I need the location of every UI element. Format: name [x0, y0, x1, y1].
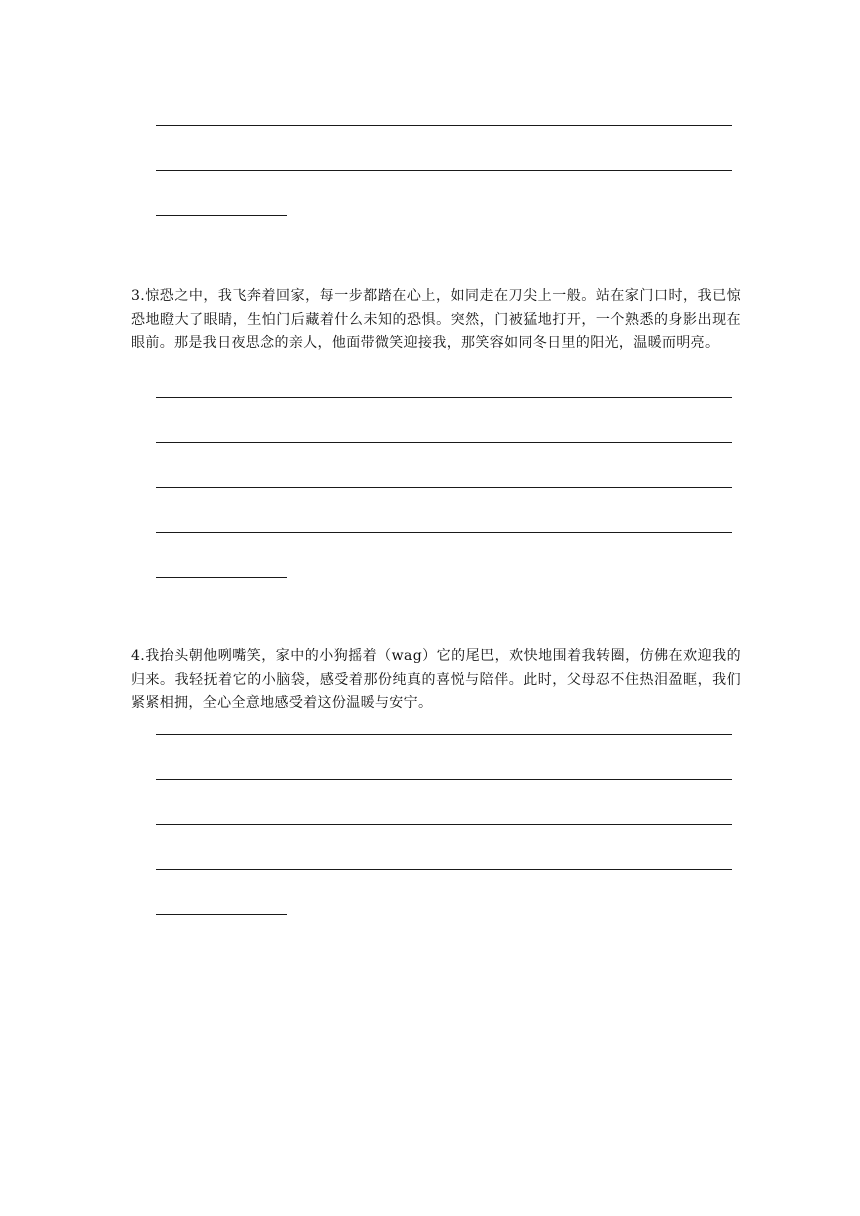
- answer-line[interactable]: [156, 824, 732, 825]
- answer-line[interactable]: [156, 532, 732, 533]
- answer-line[interactable]: [156, 487, 732, 488]
- answer-line[interactable]: [156, 170, 732, 171]
- answer-line[interactable]: [156, 125, 732, 126]
- answer-line[interactable]: [156, 397, 732, 398]
- question-number: 4.: [131, 648, 146, 664]
- answer-line-short[interactable]: [156, 914, 287, 915]
- question-3-paragraph: [131, 285, 741, 356]
- answer-line-short[interactable]: [156, 215, 287, 216]
- answer-line[interactable]: [156, 442, 732, 443]
- answer-line[interactable]: [156, 734, 732, 735]
- question-text: 惊恐之中，我飞奔着回家，每一步都踏在心上，如同走在刀尖上一般。站在家门口时，我已惊恐地瞪大了眼睛，生怕门后藏着什么未知的恐惧。突然，门被猛地打开，一个熟悉的身影出现在眼前。那是我日夜思念的亲人，他面带微笑迎接我，那笑容如同冬日里的阳光，温暖而明亮。: [131, 288, 741, 351]
- question-number: 3.: [131, 288, 146, 304]
- answer-line[interactable]: [156, 779, 732, 780]
- answer-line-short[interactable]: [156, 577, 287, 578]
- question-4-paragraph: [131, 645, 741, 716]
- question-text: 我抬头朝他咧嘴笑，家中的小狗摇着（wag）它的尾巴，欢快地围着我转圈，仿佛在欢迎我的归来。我轻抚着它的小脑袋，感受着那份纯真的喜悦与陪伴。此时，父母忍不住热泪盈眶，我们紧紧相拥，全心全意地感受着这份温暖与安宁。: [131, 648, 741, 711]
- answer-line[interactable]: [156, 869, 732, 870]
